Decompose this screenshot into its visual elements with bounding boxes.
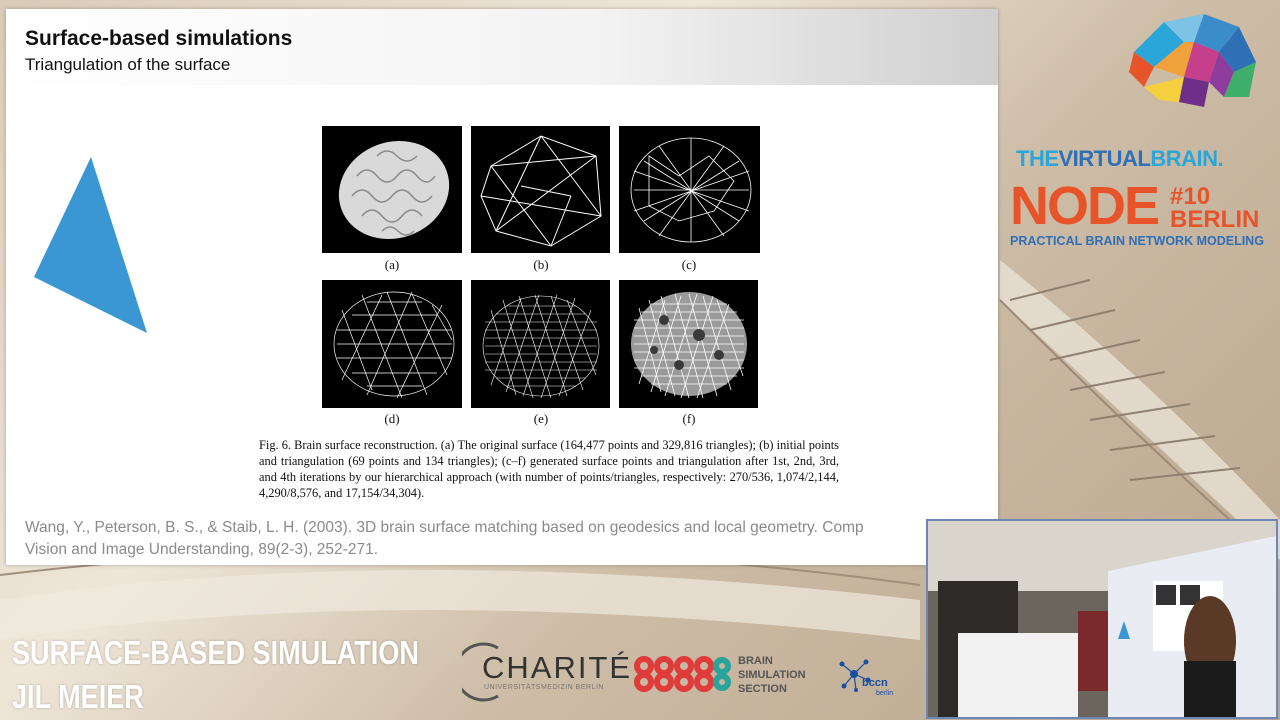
- node-city: BERLIN: [1170, 206, 1260, 233]
- figure-panel-f: [619, 280, 758, 408]
- figure-panel-a: [322, 126, 462, 253]
- bccn-logo-text: bccn: [862, 677, 888, 689]
- charite-logo-text: CHARITÉ: [482, 650, 633, 685]
- bss-line-2: SIMULATION: [738, 669, 806, 681]
- speaker-webcam-inset: [926, 519, 1278, 719]
- figure-caption: Fig. 6. Brain surface reconstruction. (a) The original surface (164,477 points and 329,816 triangles); (b) initial points and triangulation (69 points and 134 triangles); (c–f) generated surface points and triangulation after 1st, 2nd, 3rd, and 4th iterations by our hierarchical approach (with number of points/triangles, respectively: 270/536, 1,074/2,144, 4,290/8,576, and 17,154/34,304).: [259, 438, 839, 500]
- blue-triangle-shape: [34, 157, 164, 337]
- charite-logo-subtext: UNIVERSITÄTSMEDIZIN BERLIN: [484, 684, 604, 691]
- figure-panel-b: [471, 126, 610, 253]
- figure-label-b: (b): [533, 257, 549, 272]
- figure-label-d: (d): [384, 411, 400, 426]
- figure-label-c: (c): [681, 257, 697, 272]
- webcam-scene-image: [928, 521, 1276, 717]
- brain-simulation-section-text: [738, 654, 806, 696]
- tvb-part-1: THE: [1016, 146, 1059, 171]
- presentation-slide: [6, 9, 998, 565]
- tvb-logo-text: [1016, 146, 1223, 172]
- figure-label-a: (a): [384, 257, 400, 272]
- citation-line-1: Wang, Y., Peterson, B. S., & Staib, L. H. (2003). 3D brain surface matching based on geodesics and local geometry. Comp: [25, 519, 864, 536]
- node-number: #10: [1170, 183, 1211, 210]
- tvb-part-3: BRAIN.: [1150, 146, 1224, 171]
- citation: [25, 517, 985, 561]
- figure-panel-d: [322, 280, 462, 408]
- figure-panel-e: [471, 280, 610, 408]
- brain-simulation-section-logo-icon: [632, 654, 732, 694]
- speaker-name: JIL MEIER: [12, 678, 144, 715]
- figure-label-e: (e): [533, 411, 549, 426]
- slide-header: [6, 9, 998, 85]
- figure-panel-c: [619, 126, 760, 253]
- node-logo-text: NODE: [1010, 176, 1159, 236]
- brain-logo-icon: [1124, 12, 1258, 112]
- node-subtitle: PRACTICAL BRAIN NETWORK MODELING: [1010, 234, 1264, 248]
- bccn-logo-subtext: berlin: [876, 690, 894, 697]
- slide-subtitle: Triangulation of the surface: [25, 55, 231, 74]
- tvb-part-2: VIRTUAL: [1058, 146, 1151, 171]
- bss-line-3: SECTION: [738, 683, 787, 695]
- citation-line-2: Vision and Image Understanding, 89(2-3), 252-271.: [25, 541, 378, 558]
- talk-title: SURFACE-BASED SIMULATION: [12, 634, 419, 671]
- bss-line-1: BRAIN: [738, 655, 773, 667]
- slide-title: Surface-based simulations: [25, 27, 293, 50]
- figure-label-f: (f): [682, 411, 696, 426]
